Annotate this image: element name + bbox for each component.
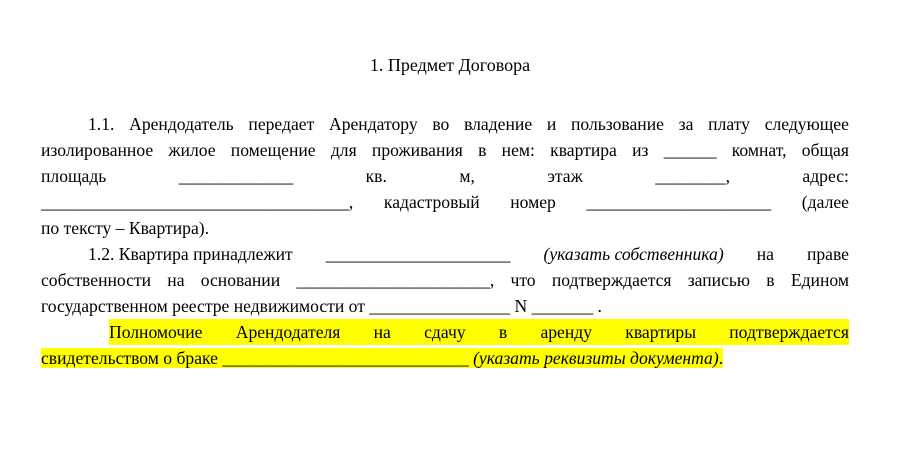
word: проживания — [371, 140, 463, 160]
word: аренду — [540, 322, 593, 342]
paragraph-1-1-line-2 — [41, 137, 849, 163]
paragraph-1-1-line-3 — [41, 163, 849, 189]
word: жилое — [168, 140, 216, 160]
blank-field: _____________ — [178, 166, 294, 186]
word: на — [756, 244, 774, 264]
word: плату — [708, 114, 750, 134]
word: собственности — [41, 270, 152, 290]
word: номер — [510, 192, 556, 212]
word: на — [373, 322, 391, 342]
word: и — [546, 114, 557, 134]
word: кв. — [365, 166, 387, 186]
word: Арендодателя — [235, 322, 341, 342]
paragraph-1-2-line-1 — [41, 241, 849, 267]
period: . — [718, 348, 724, 368]
word: общая — [801, 140, 849, 160]
paragraph-1-1-line-5: по тексту – Квартира). — [41, 218, 210, 238]
word: этаж — [547, 166, 583, 186]
word: Арендодатель — [129, 114, 234, 134]
blank-field: ________, — [655, 166, 730, 186]
word: изолированное — [41, 140, 154, 160]
word: подтверждается — [729, 322, 849, 342]
section-title: 1. Предмет Договора — [369, 55, 531, 75]
highlight-band — [109, 319, 849, 345]
word: следующее — [764, 114, 849, 134]
word: площадь — [41, 166, 107, 186]
highlight-paragraph-line-1 — [109, 319, 849, 345]
word: квартира — [550, 140, 617, 160]
word: из — [632, 140, 649, 160]
blank-field: ______ — [663, 140, 717, 160]
word: подтверждается — [551, 270, 672, 290]
highlight-paragraph-line-2 — [41, 345, 849, 371]
paragraph-1-1-line-1 — [41, 111, 849, 137]
word: на — [167, 270, 185, 290]
blank-field: ___________________________________, — [41, 192, 354, 212]
word: Едином — [790, 270, 849, 290]
text-run: 1.2. Квартира принадлежит — [88, 244, 293, 264]
word: в — [478, 140, 487, 160]
word: м, — [459, 166, 475, 186]
paragraph-1-1-line-4 — [41, 189, 849, 215]
word: квартиры — [625, 322, 697, 342]
word: за — [678, 114, 694, 134]
word: Полномочие — [109, 322, 203, 342]
word: для — [330, 140, 357, 160]
italic-hint: (указать собственника) — [543, 244, 724, 264]
paragraph-1-2-line-2 — [41, 267, 849, 293]
word: владение — [464, 114, 533, 134]
word: что — [510, 270, 536, 290]
word: передает — [248, 114, 315, 134]
word: комнат, — [731, 140, 787, 160]
text-run: свидетельством о браке ____________________________ — [41, 348, 469, 368]
word: Арендатору — [328, 114, 418, 134]
word: праве — [806, 244, 849, 264]
paragraph-1-2-line-3: государственном реестре недвижимости от ________________ N _______ . — [41, 296, 602, 316]
blank-field: _____________________ — [325, 244, 511, 264]
word: кадастровый — [383, 192, 480, 212]
italic-hint: (указать реквизиты документа) — [473, 348, 719, 368]
word: пользование — [571, 114, 664, 134]
word: сдачу — [424, 322, 466, 342]
blank-field: _____________________ — [586, 192, 772, 212]
word: во — [432, 114, 450, 134]
word: записью — [687, 270, 751, 290]
word: (далее — [801, 192, 849, 212]
word: основании — [200, 270, 281, 290]
word: помещение — [230, 140, 316, 160]
word: в — [766, 270, 775, 290]
blank-field: ______________________, — [296, 270, 495, 290]
word: 1.1. — [88, 114, 115, 134]
word: адрес: — [802, 166, 849, 186]
word: в — [498, 322, 508, 342]
word: нем: — [501, 140, 535, 160]
